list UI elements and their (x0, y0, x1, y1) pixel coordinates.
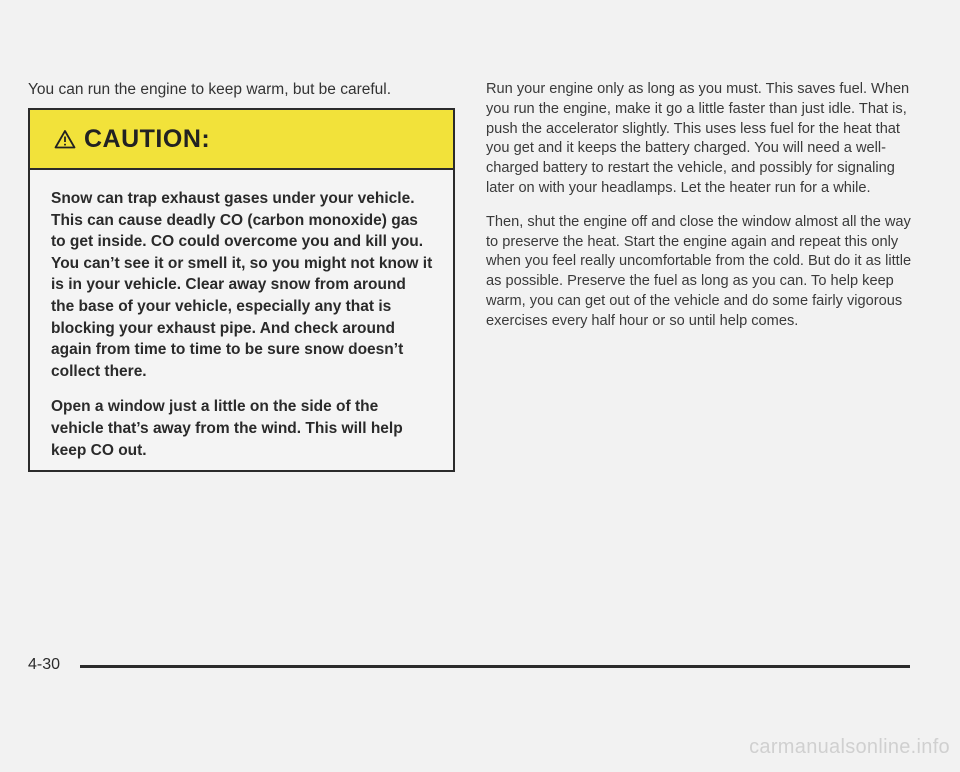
caution-title: CAUTION: (84, 124, 211, 153)
left-column (28, 80, 458, 100)
caution-paragraph: Snow can trap exhaust gases under your vehicle. This can cause deadly CO (carbon monoxide) gas to get inside. CO could overcome you and kill you. You can’t see it or smell it, so you might not know it is in your vehicle. Clear away snow from around the base of your vehicle, especially any that is blocking your exhaust pipe. And check around again from time to time to be sure snow doesn’t collect there. (51, 190, 433, 380)
watermark: carmanualsonline.info (749, 736, 950, 758)
footer-rule (80, 665, 910, 668)
warning-triangle-icon (54, 129, 76, 149)
caution-box (28, 108, 455, 472)
caution-paragraph: Open a window just a little on the side of the vehicle that’s away from the wind. This will help keep CO out. (51, 398, 403, 459)
page-number: 4-30 (28, 656, 61, 673)
caution-header (30, 110, 453, 170)
body-paragraph: Run your engine only as long as you must. This saves fuel. When you run the engine, make it go a little faster than just idle. That is, push the accelerator slightly. This uses less fuel for the heat that you get and it keeps the battery charged. You will need a well-charged battery to restart the vehicle, and possibly for signaling later on with your headlamps. Let the heater run for a while. (486, 81, 910, 196)
intro-text: You can run the engine to keep warm, but be careful. (28, 81, 392, 98)
body-paragraph: Then, shut the engine off and close the window almost all the way to preserve the heat. Start the engine again and repeat this only when you feel really uncomfortable from the cold. But do it as little as possible. Preserve the fuel as long as you can. To help keep warm, you can get out of the vehicle and do some fairly vigorous exercises every half hour or so until help comes. (486, 213, 912, 329)
caution-body (30, 170, 453, 461)
right-column (486, 80, 916, 346)
